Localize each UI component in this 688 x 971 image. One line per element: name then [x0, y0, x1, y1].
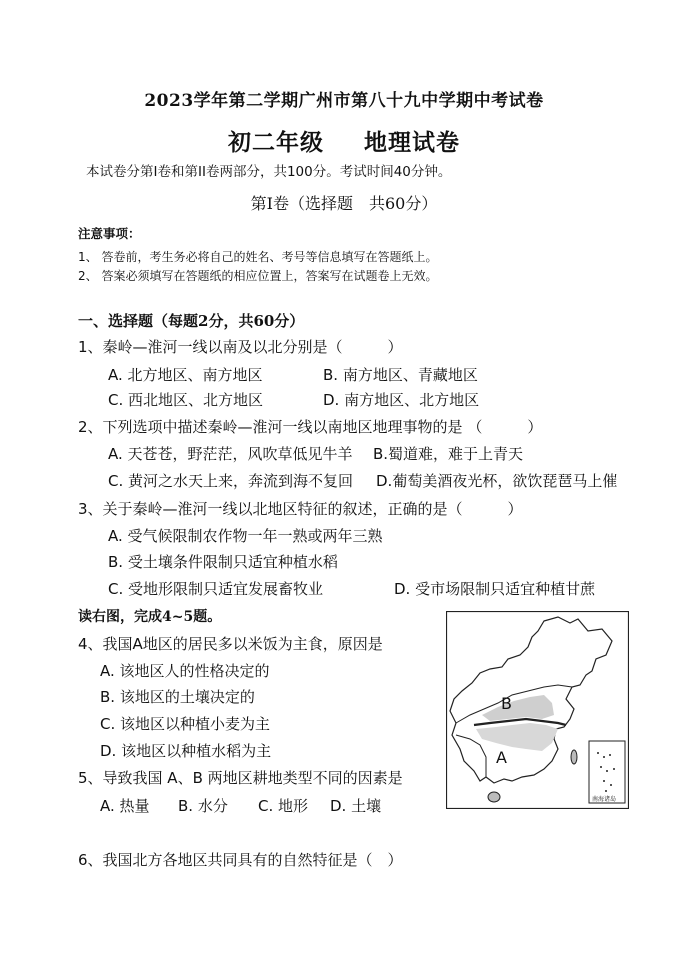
section-title: 一、选择题（每题2分，共60分） — [78, 312, 305, 330]
question-3-stem: 3、关于秦岭—淮河一线以北地区特征的叙述，正确的是（ ） — [78, 500, 523, 518]
question-3-option-b: B. 受土壤条件限制只适宜种植水稻 — [108, 553, 338, 571]
question-4-option-d: D. 该地区以种植水稻为主 — [100, 742, 272, 760]
question-5-option-a: A. 热量 — [100, 797, 150, 815]
question-3-option-a: A. 受气候限制农作物一年一熟或两年三熟 — [108, 527, 383, 545]
part-title: 第I卷（选择题 共60分） — [250, 194, 438, 213]
question-1-option-c: C. 西北地区、北方地区 — [108, 391, 264, 409]
question-4-option-a: A. 该地区人的性格决定的 — [100, 662, 270, 680]
question-1-option-a: A. 北方地区、南方地区 — [108, 366, 263, 384]
map-graphic — [446, 611, 629, 809]
grade-label: 初二年级 — [228, 129, 324, 156]
exam-intro: 本试卷分第I卷和第II卷两部分，共100分。考试时间40分钟。 — [86, 164, 452, 180]
question-4-option-c: C. 该地区以种植小麦为主 — [100, 715, 271, 733]
taiwan-island — [571, 750, 577, 764]
hainan-island — [488, 792, 500, 802]
map-label-a: A — [496, 748, 507, 767]
question-2-stem: 2、下列选项中描述秦岭—淮河一线以南地区地理事物的是 （ ） — [78, 418, 543, 436]
question-4-stem: 4、我国A地区的居民多以米饭为主食，原因是 — [78, 635, 383, 653]
exam-subtitle — [0, 124, 688, 157]
note-item-2: 2、 答案必须填写在答题纸的相应位置上，答案写在试题卷上无效。 — [78, 269, 438, 283]
note-item-1: 1、 答卷前，考生务必将自己的姓名、考号等信息填写在答题纸上。 — [78, 250, 438, 264]
read-instruction: 读右图，完成4~5题。 — [78, 609, 222, 625]
question-1-option-b: B. 南方地区、青藏地区 — [323, 366, 478, 384]
question-2-option-b: B.蜀道难，难于上青天 — [373, 445, 524, 463]
question-5-option-d: D. 土壤 — [330, 797, 382, 815]
exam-title: 2023学年第二学期广州市第八十九中学期中考试卷 — [144, 91, 544, 111]
question-5-option-c: C. 地形 — [258, 797, 309, 815]
china-region-map — [446, 611, 629, 809]
subject-label: 地理试卷 — [364, 129, 460, 156]
question-2-option-d: D.葡萄美酒夜光杯，欲饮琵琶马上催 — [376, 472, 618, 490]
question-5-option-b: B. 水分 — [178, 797, 228, 815]
inset-caption: 南海诸岛 — [592, 796, 617, 803]
question-1-option-d: D. 南方地区、北方地区 — [323, 391, 480, 409]
question-2-option-c: C. 黄河之水天上来，奔流到海不复回 — [108, 472, 354, 490]
map-label-b: B — [501, 694, 512, 713]
question-6-stem: 6、我国北方各地区共同具有的自然特征是（ ） — [78, 851, 403, 869]
question-5-stem: 5、导致我国 A、B 两地区耕地类型不同的因素是 — [78, 769, 403, 787]
notes-heading: 注意事项： — [78, 226, 141, 241]
question-2-option-a: A. 天苍苍，野茫茫，风吹草低见牛羊 — [108, 445, 353, 463]
question-3-option-c: C. 受地形限制只适宜发展畜牧业 — [108, 580, 324, 598]
question-3-option-d: D. 受市场限制只适宜种植甘蔗 — [394, 580, 596, 598]
question-4-option-b: B. 该地区的土壤决定的 — [100, 688, 255, 706]
question-1-stem: 1、秦岭—淮河一线以南及以北分别是（ ） — [78, 338, 403, 356]
